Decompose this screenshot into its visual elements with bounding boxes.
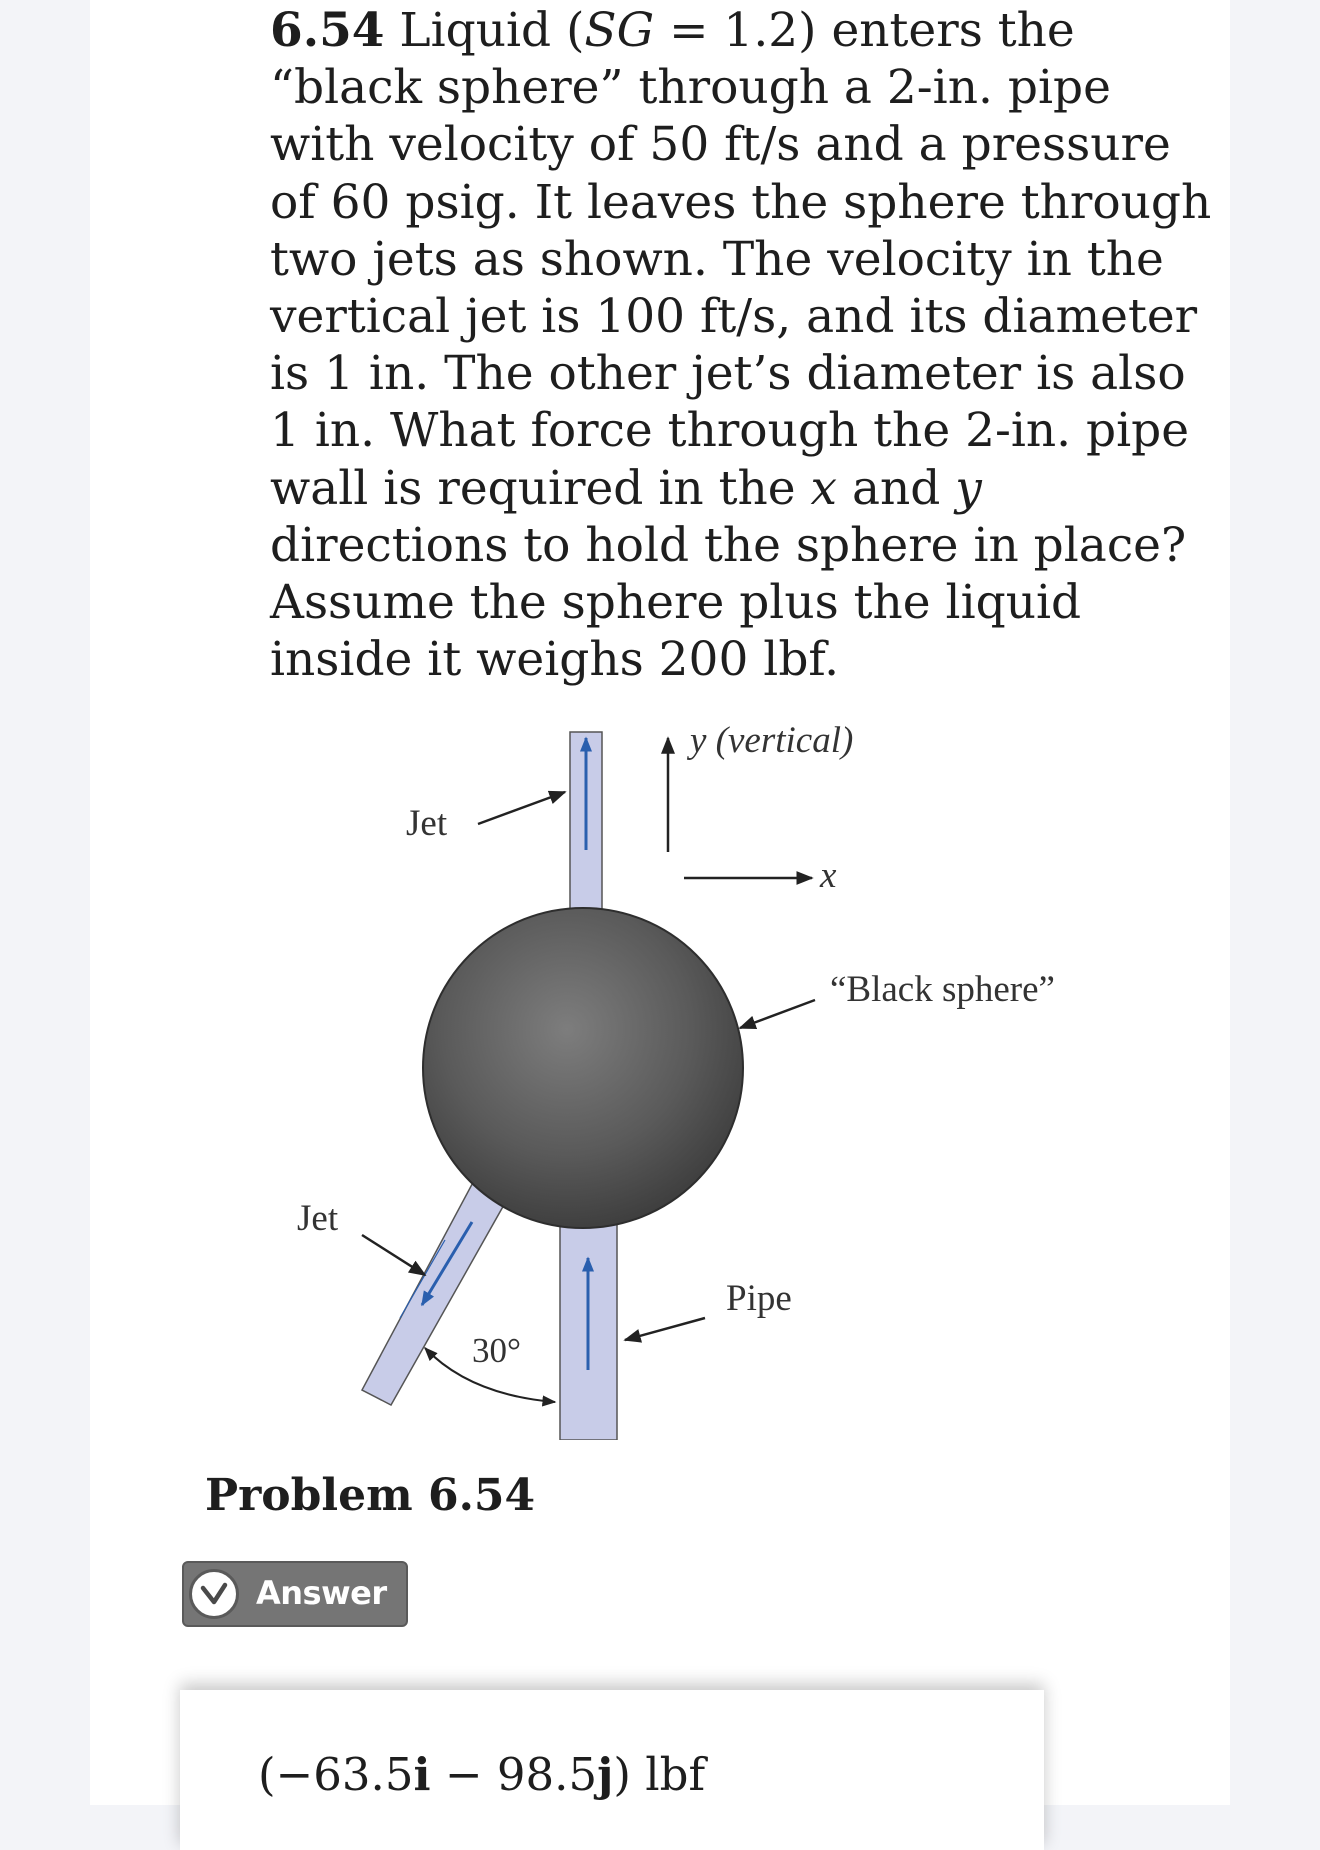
problem-number: 6.54 [270, 3, 385, 58]
answer-card [180, 1690, 1044, 1850]
jet-top-label: Jet [406, 803, 448, 844]
pipe-label: Pipe [726, 1278, 792, 1319]
figure-caption: Problem 6.54 [205, 1470, 536, 1521]
answer-button-label: Answer [256, 1574, 387, 1612]
pipe-pointer [625, 1318, 705, 1340]
jet-left-label: Jet [297, 1198, 339, 1239]
chevron-down-icon [189, 1569, 239, 1619]
black-sphere [423, 908, 743, 1228]
answer-button[interactable] [182, 1561, 408, 1627]
jet-top-pointer [478, 792, 565, 824]
sphere-pointer [740, 1000, 815, 1028]
y-axis-label: y (vertical) [690, 720, 854, 761]
x-axis-label: x [820, 855, 837, 896]
angle-label: 30° [472, 1331, 521, 1370]
problem-statement: 6.54 Liquid (SG = 1.2) enters the “black sphere” through a 2-in. pipe with velocity of 50 ft/s and a pressure of 60 psig. It leaves the sphere through two jets as shown. The velocity in the vertical jet is 100 ft/s, and its diameter is 1 in. The other jet’s diameter is also 1 in. What force through the 2-in. pipe wall is required in the x and y directions to hold the sphere in place? Assume the sphere plus the liquid inside it weighs 200 lbf. [270, 3, 1212, 688]
sphere-label: “Black sphere” [830, 969, 1055, 1010]
answer-value: (−63.5i − 98.5j) lbf [258, 1748, 706, 1801]
jet-left-pointer [362, 1235, 425, 1275]
